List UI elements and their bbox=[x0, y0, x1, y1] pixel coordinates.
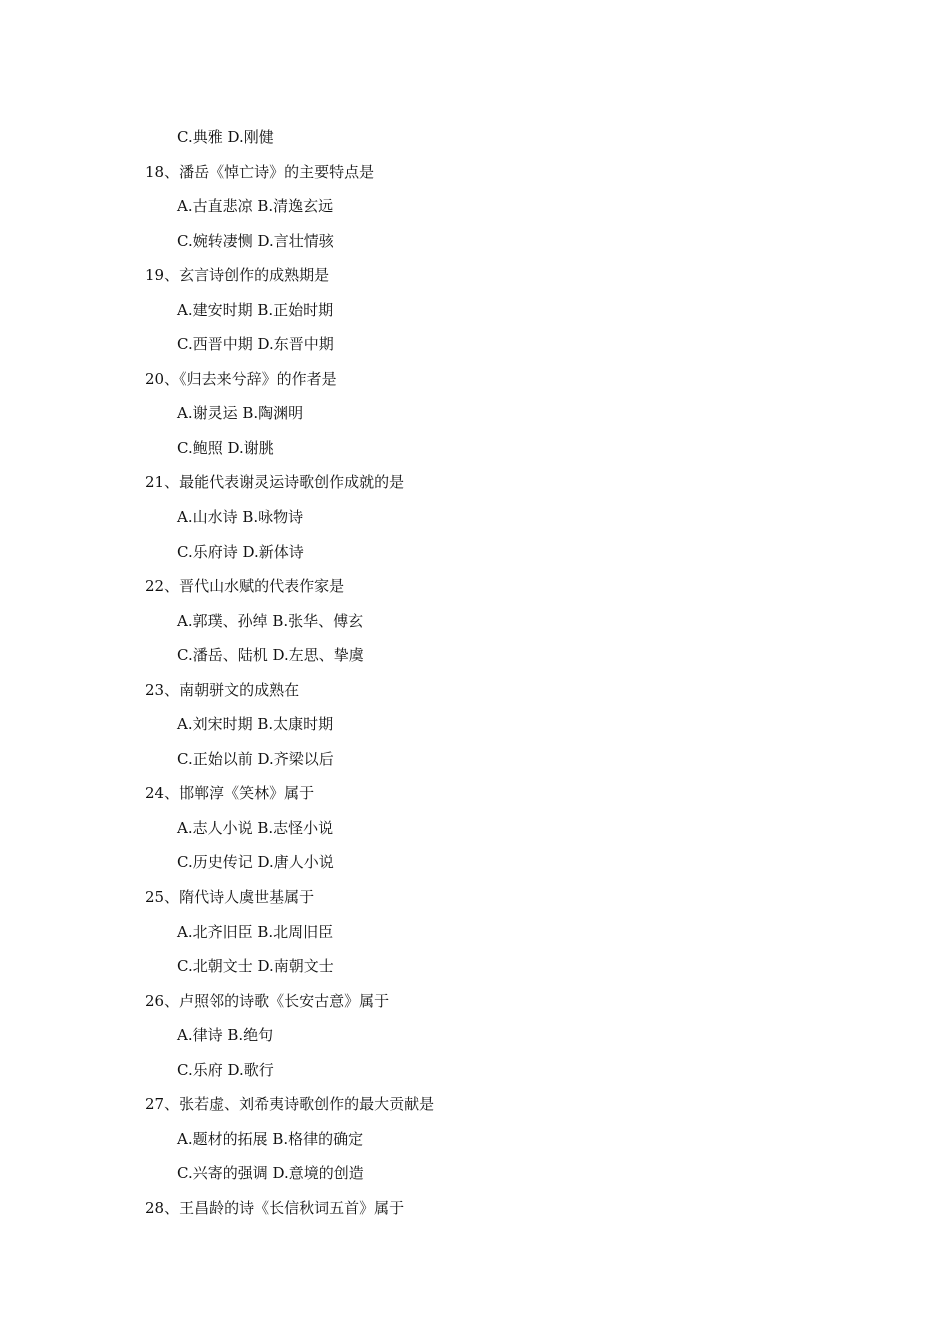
question-line: 18、潘岳《悼亡诗》的主要特点是 bbox=[145, 162, 375, 181]
option-line: C.乐府 D.歌行 bbox=[177, 1060, 274, 1079]
option-line: A.谢灵运 B.陶渊明 bbox=[177, 404, 304, 423]
option-line: C.正始以前 D.齐梁以后 bbox=[177, 749, 334, 768]
option-line: A.题材的拓展 B.格律的确定 bbox=[177, 1129, 364, 1148]
question-line: 27、张若虚、刘希夷诗歌创作的最大贡献是 bbox=[145, 1095, 435, 1114]
option-line: A.建安时期 B.正始时期 bbox=[177, 300, 334, 319]
question-line: 26、卢照邻的诗歌《长安古意》属于 bbox=[145, 991, 390, 1010]
option-line: A.刘宋时期 B.太康时期 bbox=[177, 715, 334, 734]
question-line: 28、王昌龄的诗《长信秋词五首》属于 bbox=[145, 1198, 405, 1217]
option-line: C.鲍照 D.谢朓 bbox=[177, 438, 274, 457]
question-list bbox=[0, 120, 950, 1226]
question-line: 23、南朝骈文的成熟在 bbox=[145, 680, 300, 699]
option-line: C.北朝文士 D.南朝文士 bbox=[177, 957, 334, 976]
option-line: C.历史传记 D.唐人小说 bbox=[177, 853, 334, 872]
option-line: C.典雅 D.刚健 bbox=[177, 128, 274, 146]
option-line: C.婉转凄恻 D.言壮情骇 bbox=[177, 231, 334, 250]
option-line: A.山水诗 B.咏物诗 bbox=[177, 508, 304, 527]
option-line: C.潘岳、陆机 D.左思、挚虞 bbox=[177, 646, 364, 665]
option-line: A.志人小说 B.志怪小说 bbox=[177, 818, 334, 837]
question-line: 24、邯郸淳《笑林》属于 bbox=[145, 784, 315, 803]
option-line: A.郭璞、孙绰 B.张华、傅玄 bbox=[177, 611, 364, 630]
option-line: A.古直悲凉 B.清逸玄远 bbox=[177, 197, 334, 216]
question-line: 22、晋代山水赋的代表作家是 bbox=[145, 577, 345, 596]
question-line: 19、玄言诗创作的成熟期是 bbox=[145, 266, 330, 285]
question-line: 20、《归去来兮辞》的作者是 bbox=[145, 369, 337, 388]
option-line: C.乐府诗 D.新体诗 bbox=[177, 542, 304, 561]
option-line: A.律诗 B.绝句 bbox=[177, 1026, 274, 1045]
question-line: 21、最能代表谢灵运诗歌创作成就的是 bbox=[145, 473, 405, 492]
option-line: C.兴寄的强调 D.意境的创造 bbox=[177, 1164, 364, 1183]
option-line: A.北齐旧臣 B.北周旧臣 bbox=[177, 922, 334, 941]
option-line: C.西晋中期 D.东晋中期 bbox=[177, 335, 334, 354]
question-line: 25、隋代诗人虞世基属于 bbox=[145, 888, 315, 907]
